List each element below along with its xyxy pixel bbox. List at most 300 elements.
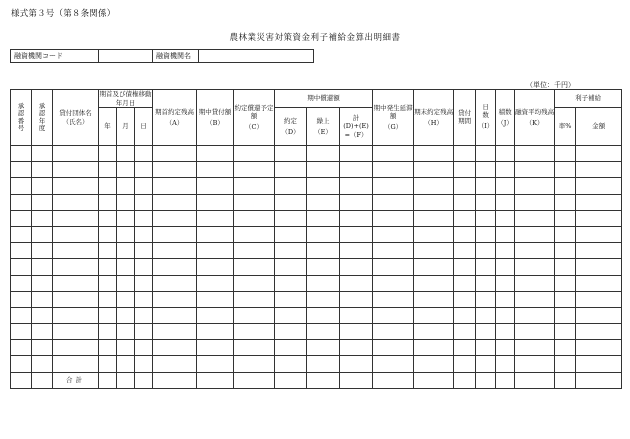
- table-cell[interactable]: [99, 194, 117, 210]
- table-cell[interactable]: [414, 275, 454, 291]
- table-cell[interactable]: [454, 275, 476, 291]
- table-cell[interactable]: [53, 259, 99, 275]
- table-cell[interactable]: [496, 275, 515, 291]
- table-cell[interactable]: [373, 162, 414, 178]
- total-cell[interactable]: [555, 372, 576, 388]
- table-cell[interactable]: [135, 194, 153, 210]
- table-cell[interactable]: [340, 291, 373, 307]
- table-cell[interactable]: [135, 146, 153, 162]
- table-cell[interactable]: [11, 307, 32, 323]
- table-cell[interactable]: [555, 291, 576, 307]
- table-cell[interactable]: [555, 356, 576, 372]
- table-cell[interactable]: [555, 226, 576, 242]
- table-cell[interactable]: [32, 210, 53, 226]
- table-cell[interactable]: [234, 356, 275, 372]
- table-cell[interactable]: [275, 243, 307, 259]
- table-cell[interactable]: [340, 178, 373, 194]
- table-cell[interactable]: [454, 210, 476, 226]
- table-cell[interactable]: [340, 259, 373, 275]
- table-cell[interactable]: [414, 194, 454, 210]
- table-cell[interactable]: [307, 340, 340, 356]
- table-cell[interactable]: [515, 146, 555, 162]
- table-cell[interactable]: [340, 356, 373, 372]
- table-cell[interactable]: [454, 243, 476, 259]
- table-cell[interactable]: [373, 356, 414, 372]
- table-cell[interactable]: [576, 162, 622, 178]
- table-cell[interactable]: [153, 178, 197, 194]
- table-cell[interactable]: [53, 324, 99, 340]
- table-cell[interactable]: [496, 259, 515, 275]
- table-cell[interactable]: [576, 356, 622, 372]
- table-cell[interactable]: [476, 146, 496, 162]
- table-cell[interactable]: [515, 243, 555, 259]
- total-cell[interactable]: [576, 372, 622, 388]
- table-cell[interactable]: [275, 340, 307, 356]
- table-cell[interactable]: [373, 146, 414, 162]
- total-cell[interactable]: [414, 372, 454, 388]
- table-cell[interactable]: [275, 356, 307, 372]
- table-cell[interactable]: [11, 146, 32, 162]
- table-cell[interactable]: [555, 162, 576, 178]
- table-cell[interactable]: [515, 340, 555, 356]
- table-cell[interactable]: [373, 340, 414, 356]
- table-cell[interactable]: [234, 340, 275, 356]
- table-cell[interactable]: [307, 259, 340, 275]
- total-cell[interactable]: [135, 372, 153, 388]
- table-cell[interactable]: [117, 210, 135, 226]
- table-cell[interactable]: [32, 356, 53, 372]
- table-cell[interactable]: [373, 324, 414, 340]
- table-cell[interactable]: [454, 226, 476, 242]
- table-cell[interactable]: [197, 210, 234, 226]
- table-cell[interactable]: [373, 178, 414, 194]
- table-cell[interactable]: [414, 146, 454, 162]
- table-cell[interactable]: [496, 324, 515, 340]
- table-cell[interactable]: [234, 210, 275, 226]
- table-cell[interactable]: [234, 226, 275, 242]
- table-cell[interactable]: [414, 178, 454, 194]
- table-cell[interactable]: [11, 226, 32, 242]
- table-cell[interactable]: [234, 259, 275, 275]
- table-cell[interactable]: [340, 307, 373, 323]
- table-cell[interactable]: [153, 243, 197, 259]
- table-cell[interactable]: [414, 259, 454, 275]
- table-cell[interactable]: [454, 340, 476, 356]
- table-cell[interactable]: [117, 275, 135, 291]
- table-cell[interactable]: [496, 307, 515, 323]
- table-cell[interactable]: [32, 307, 53, 323]
- table-cell[interactable]: [373, 226, 414, 242]
- table-cell[interactable]: [496, 178, 515, 194]
- table-cell[interactable]: [11, 178, 32, 194]
- table-cell[interactable]: [197, 194, 234, 210]
- table-cell[interactable]: [307, 356, 340, 372]
- table-cell[interactable]: [414, 324, 454, 340]
- table-cell[interactable]: [414, 291, 454, 307]
- table-cell[interactable]: [340, 146, 373, 162]
- table-cell[interactable]: [11, 275, 32, 291]
- table-cell[interactable]: [117, 340, 135, 356]
- table-cell[interactable]: [515, 259, 555, 275]
- table-cell[interactable]: [135, 226, 153, 242]
- table-cell[interactable]: [576, 291, 622, 307]
- table-cell[interactable]: [555, 324, 576, 340]
- table-cell[interactable]: [135, 162, 153, 178]
- table-cell[interactable]: [307, 324, 340, 340]
- table-cell[interactable]: [576, 210, 622, 226]
- table-cell[interactable]: [496, 340, 515, 356]
- table-cell[interactable]: [515, 178, 555, 194]
- table-cell[interactable]: [234, 307, 275, 323]
- table-cell[interactable]: [117, 291, 135, 307]
- table-cell[interactable]: [135, 243, 153, 259]
- table-cell[interactable]: [197, 356, 234, 372]
- table-cell[interactable]: [234, 291, 275, 307]
- table-cell[interactable]: [373, 210, 414, 226]
- institution-name-field[interactable]: [199, 50, 314, 63]
- table-cell[interactable]: [307, 275, 340, 291]
- table-cell[interactable]: [515, 226, 555, 242]
- table-cell[interactable]: [340, 340, 373, 356]
- total-cell[interactable]: [515, 372, 555, 388]
- table-cell[interactable]: [153, 324, 197, 340]
- table-cell[interactable]: [454, 307, 476, 323]
- table-cell[interactable]: [117, 162, 135, 178]
- table-cell[interactable]: [454, 194, 476, 210]
- table-cell[interactable]: [135, 210, 153, 226]
- table-cell[interactable]: [373, 194, 414, 210]
- table-cell[interactable]: [275, 194, 307, 210]
- table-cell[interactable]: [53, 146, 99, 162]
- table-cell[interactable]: [496, 243, 515, 259]
- table-cell[interactable]: [454, 324, 476, 340]
- table-cell[interactable]: [496, 210, 515, 226]
- total-cell[interactable]: [373, 372, 414, 388]
- table-cell[interactable]: [99, 259, 117, 275]
- table-cell[interactable]: [53, 356, 99, 372]
- table-cell[interactable]: [99, 162, 117, 178]
- table-cell[interactable]: [373, 243, 414, 259]
- table-cell[interactable]: [307, 226, 340, 242]
- table-cell[interactable]: [117, 307, 135, 323]
- table-cell[interactable]: [32, 146, 53, 162]
- table-cell[interactable]: [234, 243, 275, 259]
- table-cell[interactable]: [53, 226, 99, 242]
- table-cell[interactable]: [555, 307, 576, 323]
- table-cell[interactable]: [275, 226, 307, 242]
- table-cell[interactable]: [340, 324, 373, 340]
- table-cell[interactable]: [307, 178, 340, 194]
- table-cell[interactable]: [307, 194, 340, 210]
- total-cell[interactable]: [307, 372, 340, 388]
- table-cell[interactable]: [32, 275, 53, 291]
- institution-code-field[interactable]: [99, 50, 153, 63]
- table-cell[interactable]: [99, 356, 117, 372]
- table-cell[interactable]: [234, 275, 275, 291]
- table-cell[interactable]: [555, 178, 576, 194]
- table-cell[interactable]: [32, 324, 53, 340]
- table-cell[interactable]: [53, 291, 99, 307]
- table-cell[interactable]: [555, 194, 576, 210]
- table-cell[interactable]: [135, 291, 153, 307]
- table-cell[interactable]: [135, 259, 153, 275]
- table-cell[interactable]: [53, 275, 99, 291]
- total-cell[interactable]: [496, 372, 515, 388]
- table-cell[interactable]: [476, 340, 496, 356]
- table-cell[interactable]: [340, 243, 373, 259]
- table-cell[interactable]: [476, 178, 496, 194]
- table-cell[interactable]: [515, 194, 555, 210]
- table-cell[interactable]: [576, 340, 622, 356]
- table-cell[interactable]: [496, 194, 515, 210]
- table-cell[interactable]: [53, 340, 99, 356]
- table-cell[interactable]: [153, 356, 197, 372]
- table-cell[interactable]: [99, 275, 117, 291]
- table-cell[interactable]: [32, 194, 53, 210]
- table-cell[interactable]: [99, 243, 117, 259]
- table-cell[interactable]: [135, 275, 153, 291]
- table-cell[interactable]: [234, 194, 275, 210]
- table-cell[interactable]: [307, 162, 340, 178]
- table-cell[interactable]: [340, 162, 373, 178]
- table-cell[interactable]: [307, 146, 340, 162]
- table-cell[interactable]: [32, 291, 53, 307]
- table-cell[interactable]: [153, 146, 197, 162]
- table-cell[interactable]: [476, 275, 496, 291]
- table-cell[interactable]: [117, 146, 135, 162]
- table-cell[interactable]: [275, 146, 307, 162]
- table-cell[interactable]: [135, 340, 153, 356]
- table-cell[interactable]: [373, 275, 414, 291]
- table-cell[interactable]: [454, 146, 476, 162]
- table-cell[interactable]: [515, 356, 555, 372]
- table-cell[interactable]: [32, 340, 53, 356]
- table-cell[interactable]: [576, 226, 622, 242]
- table-cell[interactable]: [307, 291, 340, 307]
- table-cell[interactable]: [153, 210, 197, 226]
- table-cell[interactable]: [576, 307, 622, 323]
- total-cell[interactable]: [117, 372, 135, 388]
- table-cell[interactable]: [414, 356, 454, 372]
- table-cell[interactable]: [340, 194, 373, 210]
- table-cell[interactable]: [373, 259, 414, 275]
- table-cell[interactable]: [153, 291, 197, 307]
- table-cell[interactable]: [197, 178, 234, 194]
- table-cell[interactable]: [117, 324, 135, 340]
- total-cell[interactable]: [476, 372, 496, 388]
- table-cell[interactable]: [153, 340, 197, 356]
- table-cell[interactable]: [414, 307, 454, 323]
- table-cell[interactable]: [307, 243, 340, 259]
- total-cell[interactable]: [454, 372, 476, 388]
- table-cell[interactable]: [275, 210, 307, 226]
- table-cell[interactable]: [99, 307, 117, 323]
- table-cell[interactable]: [153, 275, 197, 291]
- table-cell[interactable]: [555, 210, 576, 226]
- table-cell[interactable]: [496, 291, 515, 307]
- table-cell[interactable]: [340, 210, 373, 226]
- table-cell[interactable]: [454, 259, 476, 275]
- table-cell[interactable]: [515, 275, 555, 291]
- table-cell[interactable]: [117, 178, 135, 194]
- table-cell[interactable]: [117, 194, 135, 210]
- table-cell[interactable]: [515, 324, 555, 340]
- table-cell[interactable]: [275, 324, 307, 340]
- table-cell[interactable]: [53, 178, 99, 194]
- table-cell[interactable]: [197, 226, 234, 242]
- table-cell[interactable]: [555, 340, 576, 356]
- table-cell[interactable]: [275, 291, 307, 307]
- table-cell[interactable]: [197, 291, 234, 307]
- table-cell[interactable]: [555, 275, 576, 291]
- table-cell[interactable]: [555, 146, 576, 162]
- table-cell[interactable]: [197, 243, 234, 259]
- table-cell[interactable]: [576, 324, 622, 340]
- table-cell[interactable]: [135, 178, 153, 194]
- table-cell[interactable]: [234, 146, 275, 162]
- table-cell[interactable]: [153, 226, 197, 242]
- table-cell[interactable]: [476, 291, 496, 307]
- table-cell[interactable]: [275, 178, 307, 194]
- table-cell[interactable]: [476, 259, 496, 275]
- table-cell[interactable]: [11, 210, 32, 226]
- table-cell[interactable]: [555, 259, 576, 275]
- table-cell[interactable]: [496, 356, 515, 372]
- table-cell[interactable]: [340, 226, 373, 242]
- table-cell[interactable]: [32, 226, 53, 242]
- table-cell[interactable]: [454, 291, 476, 307]
- table-cell[interactable]: [99, 291, 117, 307]
- table-cell[interactable]: [476, 210, 496, 226]
- table-cell[interactable]: [135, 356, 153, 372]
- table-cell[interactable]: [53, 210, 99, 226]
- table-cell[interactable]: [576, 243, 622, 259]
- table-cell[interactable]: [476, 243, 496, 259]
- table-cell[interactable]: [414, 243, 454, 259]
- table-cell[interactable]: [197, 146, 234, 162]
- table-cell[interactable]: [275, 307, 307, 323]
- table-cell[interactable]: [53, 307, 99, 323]
- table-cell[interactable]: [340, 275, 373, 291]
- table-cell[interactable]: [576, 146, 622, 162]
- table-cell[interactable]: [135, 307, 153, 323]
- total-cell[interactable]: [234, 372, 275, 388]
- table-cell[interactable]: [197, 162, 234, 178]
- table-cell[interactable]: [414, 162, 454, 178]
- table-cell[interactable]: [11, 291, 32, 307]
- table-cell[interactable]: [11, 340, 32, 356]
- table-cell[interactable]: [454, 178, 476, 194]
- table-cell[interactable]: [11, 324, 32, 340]
- table-cell[interactable]: [99, 210, 117, 226]
- table-cell[interactable]: [153, 259, 197, 275]
- table-cell[interactable]: [53, 162, 99, 178]
- table-cell[interactable]: [476, 356, 496, 372]
- table-cell[interactable]: [414, 210, 454, 226]
- table-cell[interactable]: [99, 178, 117, 194]
- table-cell[interactable]: [414, 340, 454, 356]
- table-cell[interactable]: [32, 243, 53, 259]
- table-cell[interactable]: [373, 307, 414, 323]
- total-cell[interactable]: [340, 372, 373, 388]
- table-cell[interactable]: [496, 162, 515, 178]
- table-cell[interactable]: [197, 307, 234, 323]
- table-cell[interactable]: [476, 324, 496, 340]
- table-cell[interactable]: [117, 226, 135, 242]
- table-cell[interactable]: [11, 259, 32, 275]
- table-cell[interactable]: [515, 307, 555, 323]
- table-cell[interactable]: [117, 259, 135, 275]
- table-cell[interactable]: [576, 178, 622, 194]
- total-cell[interactable]: [197, 372, 234, 388]
- table-cell[interactable]: [32, 178, 53, 194]
- total-cell[interactable]: [32, 372, 53, 388]
- table-cell[interactable]: [496, 146, 515, 162]
- table-cell[interactable]: [234, 324, 275, 340]
- table-cell[interactable]: [234, 162, 275, 178]
- table-cell[interactable]: [496, 226, 515, 242]
- table-cell[interactable]: [11, 356, 32, 372]
- table-cell[interactable]: [576, 194, 622, 210]
- table-cell[interactable]: [135, 324, 153, 340]
- table-cell[interactable]: [11, 243, 32, 259]
- table-cell[interactable]: [275, 259, 307, 275]
- table-cell[interactable]: [197, 259, 234, 275]
- total-cell[interactable]: [11, 372, 32, 388]
- table-cell[interactable]: [275, 275, 307, 291]
- table-cell[interactable]: [275, 162, 307, 178]
- table-cell[interactable]: [307, 307, 340, 323]
- table-cell[interactable]: [476, 162, 496, 178]
- table-cell[interactable]: [234, 178, 275, 194]
- table-cell[interactable]: [476, 226, 496, 242]
- table-cell[interactable]: [476, 194, 496, 210]
- table-cell[interactable]: [414, 226, 454, 242]
- table-cell[interactable]: [11, 162, 32, 178]
- table-cell[interactable]: [99, 340, 117, 356]
- table-cell[interactable]: [307, 210, 340, 226]
- table-cell[interactable]: [197, 275, 234, 291]
- table-cell[interactable]: [99, 146, 117, 162]
- table-cell[interactable]: [53, 243, 99, 259]
- table-cell[interactable]: [454, 162, 476, 178]
- table-cell[interactable]: [197, 324, 234, 340]
- table-cell[interactable]: [515, 291, 555, 307]
- table-cell[interactable]: [11, 194, 32, 210]
- table-cell[interactable]: [32, 162, 53, 178]
- table-cell[interactable]: [32, 259, 53, 275]
- table-cell[interactable]: [515, 210, 555, 226]
- table-cell[interactable]: [555, 243, 576, 259]
- table-cell[interactable]: [99, 226, 117, 242]
- table-cell[interactable]: [576, 259, 622, 275]
- table-cell[interactable]: [476, 307, 496, 323]
- table-cell[interactable]: [117, 356, 135, 372]
- table-cell[interactable]: [153, 307, 197, 323]
- table-cell[interactable]: [99, 324, 117, 340]
- table-cell[interactable]: [197, 340, 234, 356]
- total-cell[interactable]: [275, 372, 307, 388]
- total-cell[interactable]: [153, 372, 197, 388]
- table-cell[interactable]: [153, 194, 197, 210]
- table-cell[interactable]: [117, 243, 135, 259]
- table-cell[interactable]: [454, 356, 476, 372]
- total-cell[interactable]: [99, 372, 117, 388]
- table-cell[interactable]: [373, 291, 414, 307]
- table-cell[interactable]: [153, 162, 197, 178]
- table-cell[interactable]: [576, 275, 622, 291]
- table-cell[interactable]: [515, 162, 555, 178]
